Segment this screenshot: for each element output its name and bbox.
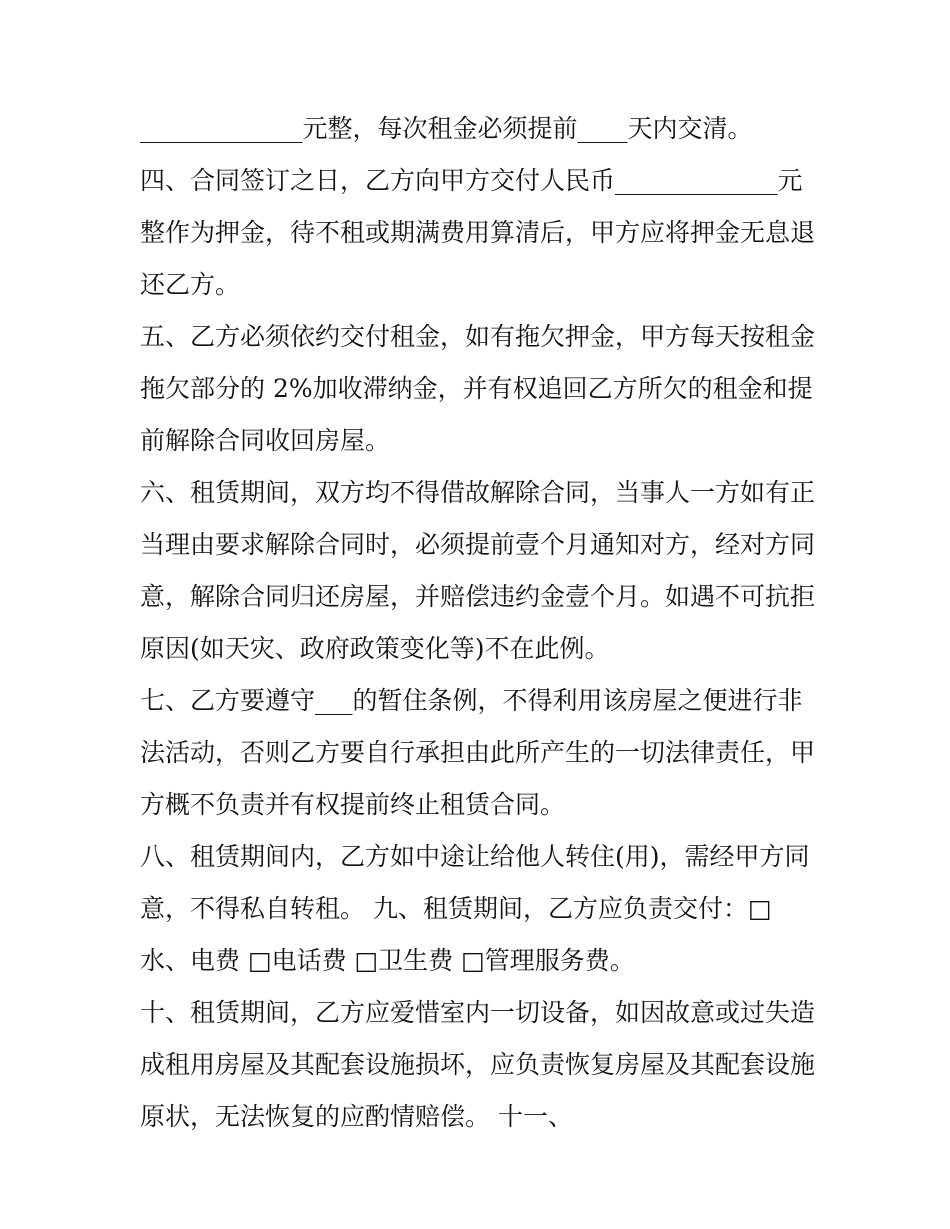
text-line: 还乙方。 <box>140 270 241 299</box>
text-line: 四、合同签订之日，乙方向甲方交付人民币_____________元 <box>140 166 803 195</box>
text-line: 前解除合同收回房屋。 <box>140 426 391 455</box>
text-line: 五、乙方必须依约交付租金，如有拖欠押金，甲方每天按租金 <box>140 322 816 351</box>
text-line: 八、租赁期间内，乙方如中途让给他人转住(用)，需经甲方同 <box>140 842 810 871</box>
text-line: 拖欠部分的 2%加收滞纳金，并有权追回乙方所欠的租金和提 <box>140 374 813 403</box>
text-line: 法活动，否则乙方要自行承担由此所产生的一切法律责任，甲 <box>140 738 816 767</box>
text-line: 成租用房屋及其配套设施损坏，应负责恢复房屋及其配套设施 <box>140 1050 816 1079</box>
text-line: 方概不负责并有权提前终止租赁合同。 <box>140 790 566 819</box>
text-line: 原状，无法恢复的应酌情赔偿。 十一、 <box>140 1102 573 1131</box>
text-line: 六、租赁期间，双方均不得借故解除合同，当事人一方如有正 <box>140 478 816 507</box>
text-line: 水、电费 □电话费 □卫生费 □管理服务费。 <box>140 946 635 975</box>
text-line: 当理由要求解除合同时，必须提前壹个月通知对方，经对方同 <box>140 530 816 559</box>
contract-text-body <box>140 103 830 1143</box>
text-line: _____________元整，每次租金必须提前____天内交清。 <box>140 114 753 143</box>
text-line: 十、租赁期间，乙方应爱惜室内一切设备，如因故意或过失造 <box>140 998 816 1027</box>
text-line: 七、乙方要遵守___的暂住条例，不得利用该房屋之便进行非 <box>140 686 803 715</box>
text-line: 整作为押金，待不租或期满费用算清后，甲方应将押金无息退 <box>140 218 816 247</box>
text-line: 意，解除合同归还房屋，并赔偿违约金壹个月。如遇不可抗拒 <box>140 582 816 611</box>
text-line: 意，不得私自转租。 九、租赁期间，乙方应负责交付：□ <box>140 894 772 923</box>
text-line: 原因(如天灾、政府政策变化等)不在此例。 <box>140 634 610 663</box>
